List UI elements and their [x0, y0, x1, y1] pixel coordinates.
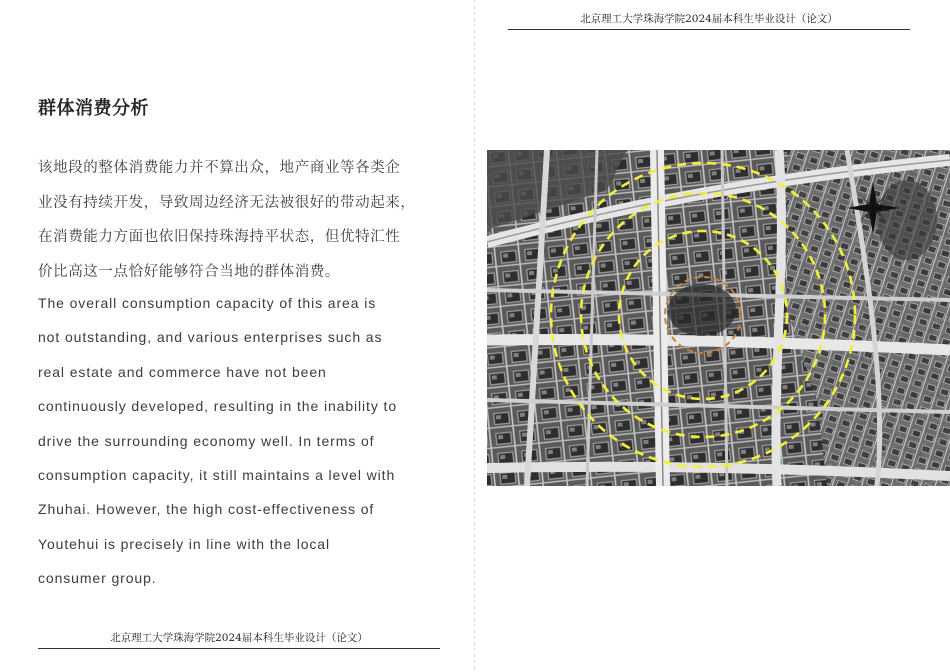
- section-heading: 群体消费分析: [38, 98, 149, 119]
- paragraph-line: drive the surrounding economy well. In terms of: [38, 432, 375, 449]
- paragraph-line: 价比高这一点恰好能够符合当地的群体消费。: [38, 264, 340, 281]
- paragraph-line: 在消费能力方面也依旧保持珠海持平状态，但优特汇性: [38, 229, 401, 246]
- paragraph-line: The overall consumption capacity of this area is: [38, 295, 377, 311]
- right-page: [475, 0, 950, 672]
- page-header: 北京理工大学珠海学院2024届本科生毕业设计（论文）: [580, 13, 838, 25]
- chinese-paragraph: [38, 151, 428, 290]
- paragraph-line: Zhuhai. However, the high cost-effectiveness of: [38, 501, 375, 518]
- paragraph-line: not outstanding, and various enterprises such as: [38, 329, 383, 346]
- paragraph-line: 业没有持续开发，导致周边经济无法被很好的带动起来，: [38, 194, 416, 211]
- paragraph-line: Youtehui is precisely in line with the local: [38, 535, 331, 552]
- paragraph-line: 该地段的整体消费能力并不算出众，地产商业等各类企: [38, 160, 401, 176]
- paragraph-line: continuously developed, resulting in the inability to: [38, 398, 398, 415]
- footer-rule: [38, 648, 440, 649]
- english-paragraph: [38, 286, 438, 596]
- aerial-map-image: [487, 150, 950, 486]
- paragraph-line: consumer group.: [38, 570, 157, 587]
- page-footer: 北京理工大学珠海学院2024届本科生毕业设计（论文）: [110, 632, 368, 644]
- header-rule: [508, 29, 910, 30]
- paragraph-line: consumption capacity, it still maintains a level with: [38, 467, 396, 484]
- paragraph-line: real estate and commerce have not been: [38, 363, 327, 380]
